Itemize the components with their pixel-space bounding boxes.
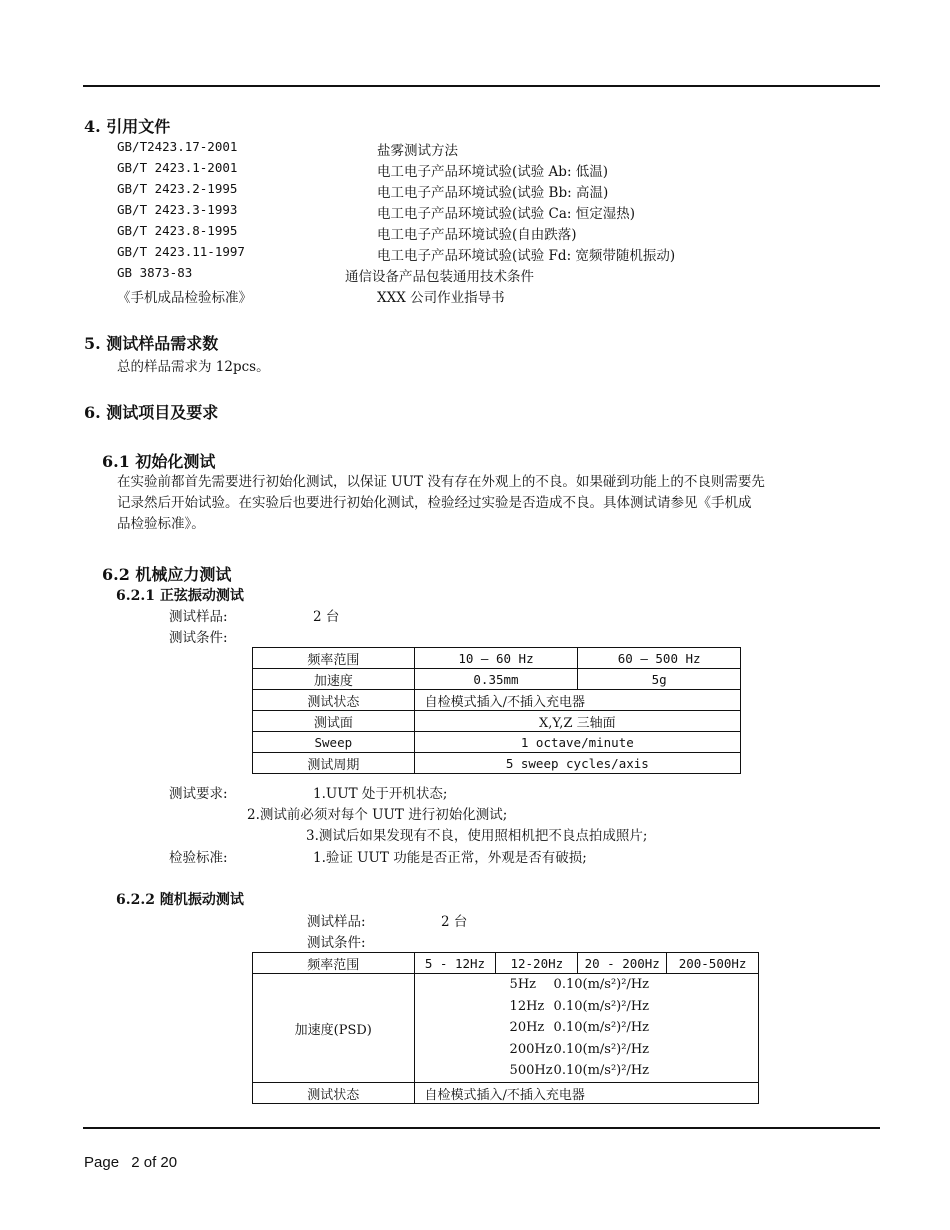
- table-cell: 测试状态: [253, 1083, 415, 1104]
- sine-requirement-label: 测试要求:: [169, 786, 228, 802]
- reference-code: GB 3873-83: [117, 265, 193, 280]
- psd-label-cell: 加速度(PSD): [253, 974, 415, 1083]
- reference-code: GB/T 2423.2-1995: [117, 181, 238, 196]
- table-row: [253, 753, 741, 774]
- reference-title: 盐雾测试方法: [377, 143, 458, 159]
- psd-value: 0.10(m/s²)²/Hz: [553, 1041, 650, 1057]
- psd-value: 0.10(m/s²)²/Hz: [553, 1020, 650, 1036]
- section-6-2-1-heading: 6.2.1 正弦振动测试: [116, 588, 244, 604]
- reference-code: GB/T 2423.8-1995: [117, 223, 238, 238]
- table-cell: 自检模式插入/不插入充电器: [414, 690, 740, 711]
- table-header-cell: 200-500Hz: [667, 953, 759, 974]
- table-cell: Sweep: [253, 732, 415, 753]
- reference-code: GB/T 2423.1-2001: [117, 160, 238, 175]
- sine-requirement-3: 3.测试后如果发现有不良，使用照相机把不良点拍成照片;: [306, 828, 648, 844]
- table-cell: 5g: [578, 669, 741, 690]
- table-cell: X,Y,Z 三轴面: [414, 711, 740, 732]
- table-cell: 5 sweep cycles/axis: [414, 753, 740, 774]
- table-cell: 0.35mm: [414, 669, 578, 690]
- table-row: [253, 648, 741, 669]
- section-6-heading: 6. 测试项目及要求: [84, 403, 219, 422]
- table-header-cell: 频率范围: [253, 953, 415, 974]
- section-5-heading: 5. 测试样品需求数: [84, 334, 219, 353]
- table-row: [253, 711, 741, 732]
- psd-frequency: 200Hz: [509, 1041, 553, 1057]
- reference-code: GB/T 2423.3-1993: [117, 202, 238, 217]
- table-header-row: [253, 953, 759, 974]
- table-cell: 测试面: [253, 711, 415, 732]
- table-cell: 频率范围: [253, 648, 415, 669]
- table-cell: 测试周期: [253, 753, 415, 774]
- table-header-cell: 20 - 200Hz: [578, 953, 667, 974]
- table-row: [253, 690, 741, 711]
- table-cell: 60 – 500 Hz: [578, 648, 741, 669]
- psd-entry: [510, 974, 758, 996]
- reference-title: 电工电子产品环境试验(自由跌落): [377, 227, 577, 243]
- reference-code: GB/T 2423.11-1997: [117, 244, 245, 259]
- sine-standard-1: 1.验证 UUT 功能是否正常，外观是否有破损;: [313, 850, 587, 866]
- paragraph-line: 记录然后开始试验。在实验后也要进行初始化测试，检验经过实验是否造成不良。具体测试请参见《手机成: [117, 495, 752, 511]
- sine-sample-value: 2 台: [313, 609, 340, 625]
- psd-frequency: 500Hz: [509, 1063, 553, 1079]
- table-cell: 10 – 60 Hz: [414, 648, 578, 669]
- random-condition-label: 测试条件:: [307, 935, 366, 951]
- reference-title: 电工电子产品环境试验(试验 Ab: 低温): [377, 164, 609, 180]
- table-row: [253, 732, 741, 753]
- page-label: Page: [84, 1154, 120, 1171]
- table-cell: 加速度: [253, 669, 415, 690]
- psd-values-cell: [414, 974, 758, 1083]
- sine-requirement-1: 1.UUT 处于开机状态;: [313, 786, 448, 802]
- bottom-rule: [83, 1127, 880, 1129]
- section-6-1-paragraph: [117, 472, 881, 535]
- page-footer: [84, 1154, 177, 1171]
- psd-entry: [510, 1039, 758, 1061]
- paragraph-line: 在实验前都首先需要进行初始化测试，以保证 UUT 没有存在外观上的不良。如果碰到功能上的不良则需要先: [117, 474, 765, 490]
- reference-code: GB/T2423.17-2001: [117, 139, 238, 154]
- psd-frequency: 5Hz: [509, 977, 537, 993]
- reference-title: 电工电子产品环境试验(试验 Bb: 高温): [377, 185, 609, 201]
- sample-count-text: 总的样品需求为 12pcs。: [117, 359, 270, 375]
- section-6-2-heading: 6.2 机械应力测试: [102, 565, 232, 584]
- table-row: [253, 974, 759, 1083]
- section-6-1-heading: 6.1 初始化测试: [102, 452, 216, 471]
- reference-title: 通信设备产品包装通用技术条件: [345, 269, 534, 285]
- section-4-heading: 4. 引用文件: [84, 117, 171, 136]
- sine-vibration-table: [252, 647, 741, 774]
- reference-code: 《手机成品检验标准》: [117, 290, 252, 306]
- sine-requirement-2: 2.测试前必须对每个 UUT 进行初始化测试;: [247, 807, 508, 823]
- table-cell: 测试状态: [253, 690, 415, 711]
- table-cell: 1 octave/minute: [414, 732, 740, 753]
- reference-title: 电工电子产品环境试验(试验 Fd: 宽频带随机振动): [377, 248, 676, 264]
- table-header-cell: 12-20Hz: [496, 953, 578, 974]
- sine-standard-label: 检验标准:: [169, 850, 228, 866]
- reference-title: 电工电子产品环境试验(试验 Ca: 恒定湿热): [377, 206, 636, 222]
- random-vibration-table: [252, 952, 759, 1104]
- table-row: [253, 1083, 759, 1104]
- table-cell: 自检模式插入/不插入充电器: [414, 1083, 758, 1104]
- psd-frequency: 20Hz: [509, 1020, 545, 1036]
- psd-entry: [510, 996, 758, 1018]
- psd-value: 0.10(m/s²)²/Hz: [553, 998, 650, 1014]
- psd-entry: [510, 1060, 758, 1082]
- random-sample-label: 测试样品:: [307, 914, 366, 930]
- paragraph-line: 品检验标准》。: [117, 516, 205, 532]
- table-header-cell: 5 - 12Hz: [414, 953, 496, 974]
- sine-condition-label: 测试条件:: [169, 630, 228, 646]
- psd-value: 0.10(m/s²)²/Hz: [553, 1063, 650, 1079]
- section-6-2-2-heading: 6.2.2 随机振动测试: [116, 892, 244, 908]
- random-sample-value: 2 台: [441, 914, 468, 930]
- top-rule: [83, 85, 880, 87]
- reference-title: XXX 公司作业指导书: [377, 290, 505, 306]
- table-row: [253, 669, 741, 690]
- psd-entry: [510, 1017, 758, 1039]
- psd-frequency: 12Hz: [509, 998, 545, 1014]
- psd-list: [510, 974, 758, 1082]
- sine-sample-label: 测试样品:: [169, 609, 228, 625]
- psd-value: 0.10(m/s²)²/Hz: [553, 977, 650, 993]
- page-number: 2 of 20: [131, 1154, 178, 1171]
